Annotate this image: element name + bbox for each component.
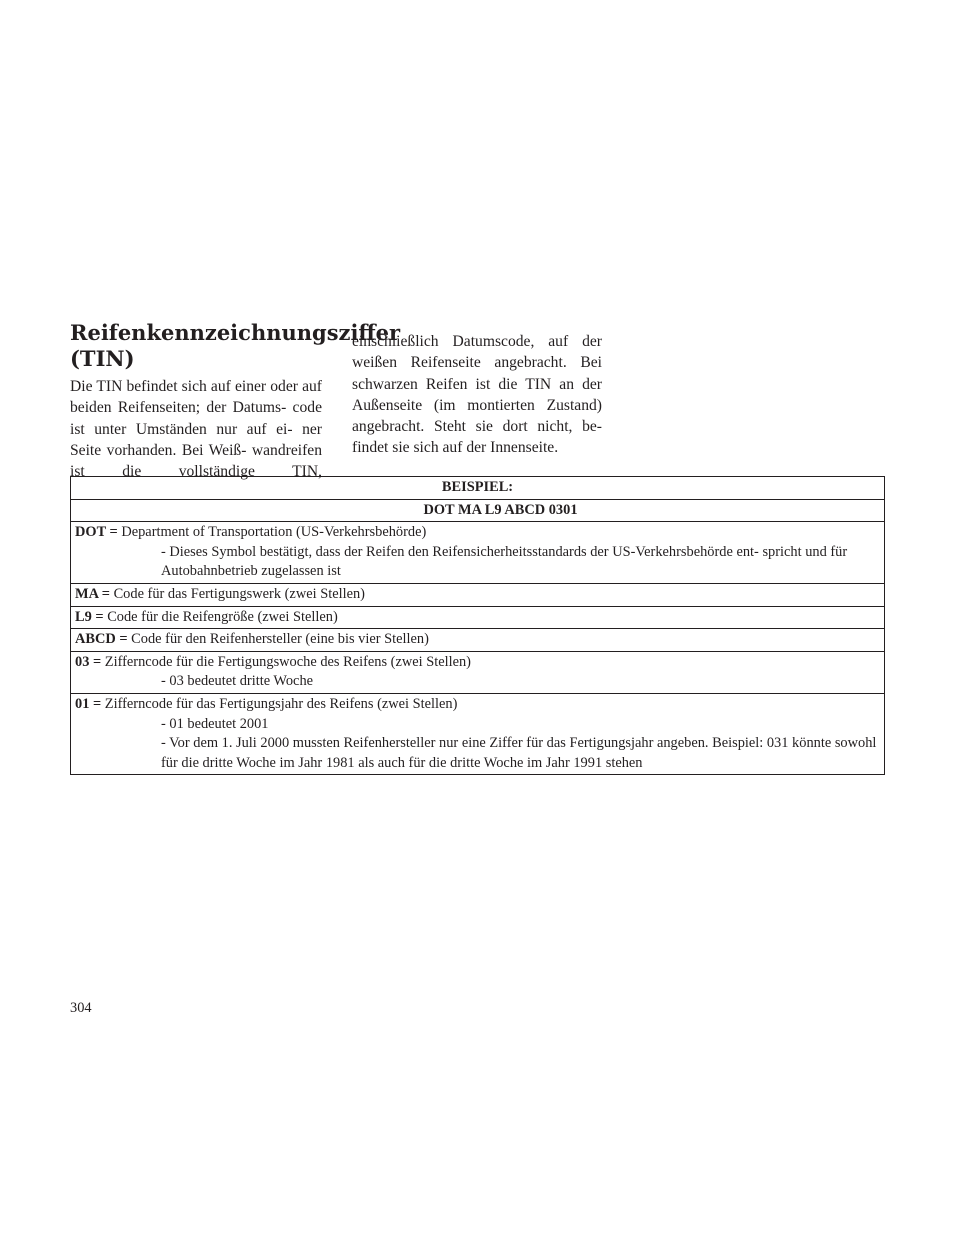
code-note: - 03 bedeutet dritte Woche bbox=[161, 673, 314, 690]
code-description: Code für den Reifenhersteller (eine bis vier Stellen) bbox=[127, 631, 429, 648]
table-cell bbox=[71, 583, 885, 606]
body-text-left-column: Die TIN befindet sich auf einer oder auf beiden Reifenseiten; der Datums- code ist unter Umständen nur auf ei- ner Seite vorhanden. Bei Weiß- wandreifen ist die vollständige TIN, bbox=[70, 378, 322, 481]
code-key: ABCD = bbox=[75, 631, 128, 648]
table-header-row bbox=[71, 477, 885, 500]
table-row bbox=[71, 522, 885, 584]
table-row-definition bbox=[75, 585, 880, 605]
table-row-definition bbox=[75, 653, 880, 673]
body-text-right-column: einschließlich Datumscode, auf der weißen Reifenseite angebracht. Bei schwarzen Reifen ist die TIN an der Außenseite (im montierten Zustand) angebracht. Steht sie dort nicht, be- findet sie sich auf der Innenseite. bbox=[352, 333, 602, 457]
code-note: - Dieses Symbol bestätigt, dass der Reifen den Reifensicherheitsstandards der US-Verkehrsbehörde ent- spricht und für Autobahnbetrieb zugelassen ist bbox=[161, 543, 848, 580]
table-row bbox=[71, 693, 885, 774]
table-cell bbox=[71, 629, 885, 652]
table-row bbox=[71, 651, 885, 693]
table-cell bbox=[71, 693, 885, 774]
tin-example-table bbox=[70, 476, 885, 775]
code-key: DOT = bbox=[75, 524, 118, 541]
code-description: Zifferncode für die Fertigungswoche des Reifens (zwei Stellen) bbox=[101, 653, 471, 670]
table-cell bbox=[71, 651, 885, 693]
table-header: BEISPIEL: bbox=[71, 477, 885, 500]
code-description: Department of Transportation (US-Verkehrsbehörde) bbox=[117, 524, 427, 541]
code-key: MA = bbox=[75, 585, 110, 602]
code-description: Code für die Reifengröße (zwei Stellen) bbox=[103, 608, 338, 625]
code-description: Zifferncode für das Fertigungsjahr des Reifens (zwei Stellen) bbox=[101, 695, 458, 712]
table-row-definition bbox=[75, 630, 880, 650]
table-cell bbox=[71, 522, 885, 584]
table-example-row bbox=[71, 499, 885, 522]
section-heading bbox=[70, 320, 401, 372]
section-heading-line1: Reifenkennzeichnungsziffer bbox=[70, 320, 401, 345]
code-note: - Vor dem 1. Juli 2000 mussten Reifenhersteller nur eine Ziffer für das Fertigungsjahr angeben. Beispiel: 031 könnte sowohl für die dritte Woche im Jahr 1981 als auch für die dritte Woche im Jahr 1991 stehen bbox=[161, 735, 877, 771]
table-cell bbox=[71, 606, 885, 629]
table-row-definition bbox=[75, 608, 880, 628]
code-key: 03 = bbox=[75, 653, 102, 670]
code-description: Code für das Fertigungswerk (zwei Stellen) bbox=[109, 585, 365, 602]
table-row-definition bbox=[75, 523, 880, 543]
page-number: 304 bbox=[70, 1000, 92, 1016]
table-row-definition bbox=[75, 695, 880, 715]
table-row bbox=[71, 606, 885, 629]
table-row bbox=[71, 583, 885, 606]
code-key: L9 = bbox=[75, 608, 104, 625]
code-note: - 01 bedeutet 2001 bbox=[161, 715, 269, 732]
code-key: 01 = bbox=[75, 695, 102, 712]
table-example-code: DOT MA L9 ABCD 0301 bbox=[71, 499, 885, 522]
section-heading-line2: (TIN) bbox=[70, 346, 135, 371]
table-row bbox=[71, 629, 885, 652]
